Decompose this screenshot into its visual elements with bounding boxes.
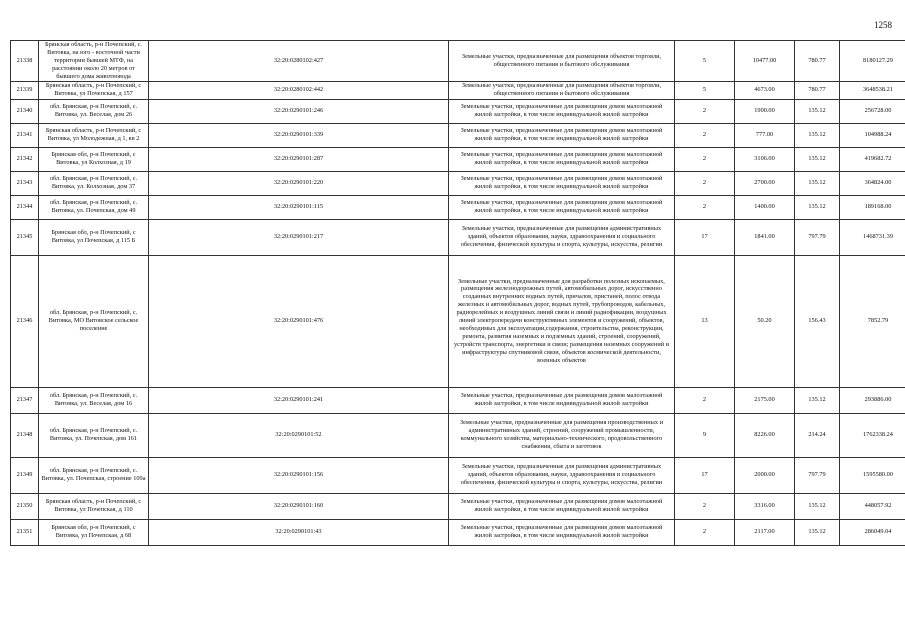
cadastral-value-cell: 7852.79: [840, 255, 905, 387]
land-use-type-cell: Земельные участки, предназначенные для размещения производственных и административных зданий, строений, сооружений промышленности, коммунального хозяйства, материально-технического, продовольственного снабжения, сбыта и заготовок: [449, 413, 675, 457]
area-cell: 50.20: [735, 255, 795, 387]
address-cell: обл. Брянская, р-н Почепский, с. Витовка, ул. Колхозная, дом 37: [39, 171, 149, 195]
address-cell: Брянская область, р-н Почепский, с Витовка, ул Почепская, д 157: [39, 81, 149, 99]
cadastral-value-cell: 364824.00: [840, 171, 905, 195]
cadastral-number-cell: 32:20:0290101:246: [149, 99, 449, 123]
area-cell: 2000.00: [735, 457, 795, 493]
cadastral-number-cell: 32:20:0290101:52: [149, 413, 449, 457]
address-cell: обл. Брянская, р-н Почепский, с. Витовка, ул. Почепская, строение 109а: [39, 457, 149, 493]
address-cell: обл. Брянская, р-н Почепский, с. Витовка, ул. Почепская, дом 161: [39, 413, 149, 457]
land-use-type-cell: Земельные участки, предназначенные для размещения домов малоэтажной жилой застройки, в том числе индивидуальной жилой застройки: [449, 519, 675, 545]
rate-cell: 797.79: [795, 219, 840, 255]
cadastral-value-cell: 448057.92: [840, 493, 905, 519]
address-cell: обл. Брянская, р-н Почепский, с. Витовка, МО Витовское сельское поселение: [39, 255, 149, 387]
table-row: [11, 81, 905, 99]
group-cell: 2: [675, 519, 735, 545]
row-number: 21347: [11, 387, 39, 413]
cadastral-value-cell: 1595580.00: [840, 457, 905, 493]
land-use-type-cell: Земельные участки, предназначенные для размещения объектов торговли, общественного питания и бытового обслуживания: [449, 81, 675, 99]
table-row: [11, 171, 905, 195]
table-row: [11, 519, 905, 545]
rate-cell: 135.12: [795, 387, 840, 413]
table-row: [11, 195, 905, 219]
area-cell: 1900.00: [735, 99, 795, 123]
rate-cell: 135.12: [795, 171, 840, 195]
area-cell: 10477.00: [735, 41, 795, 82]
row-number: 21338: [11, 41, 39, 82]
table-row: [11, 41, 905, 82]
land-use-type-cell: Земельные участки, предназначенные для разработки полезных ископаемых, размещения железнодорожных путей, автомобильных дорог, искусственно созданных внутренних водных путей, причалов, пристаней, полос отвода железных и автомобильных дорог, водных путей, трубопроводов, кабельных, радиорелейных и воздушных линий связи и линий радиофикации, воздушных линий электропередачи конструктивных элементов и сооружений, объектов, необходимых для эксплуатации,содержания, строительства, реконструкции, ремонта, развития наземных и подземных зданий, строений, сооружений, устройств транспорта, энергетики и связи; размещения наземных сооружений и инфраструктуры спутниковой связи, объектов космической деятельности, военных объектов: [449, 255, 675, 387]
rate-cell: 780.77: [795, 81, 840, 99]
area-cell: 2117.00: [735, 519, 795, 545]
table-row: [11, 147, 905, 171]
table-row: [11, 387, 905, 413]
group-cell: 17: [675, 219, 735, 255]
rate-cell: 135.12: [795, 519, 840, 545]
area-cell: 3106.00: [735, 147, 795, 171]
cadastral-value-cell: 1762338.24: [840, 413, 905, 457]
group-cell: 2: [675, 171, 735, 195]
row-number: 21345: [11, 219, 39, 255]
row-number: 21349: [11, 457, 39, 493]
cadastral-number-cell: 32:20:0280102:427: [149, 41, 449, 82]
cadastral-value-cell: 3648538.21: [840, 81, 905, 99]
row-number: 21351: [11, 519, 39, 545]
row-number: 21346: [11, 255, 39, 387]
rate-cell: 156.43: [795, 255, 840, 387]
rate-cell: 780.77: [795, 41, 840, 82]
table-row: [11, 255, 905, 387]
land-use-type-cell: Земельные участки, предназначенные для размещения домов малоэтажной жилой застройки, в том числе индивидуальной жилой застройки: [449, 99, 675, 123]
cadastral-number-cell: 32:20:0290101:43: [149, 519, 449, 545]
land-use-type-cell: Земельные участки, предназначенные для размещения домов малоэтажной жилой застройки, в том числе индивидуальной жилой застройки: [449, 123, 675, 147]
address-cell: Брянская обл, р-н Почепский, с Витовка, ул Колхозная, д 19: [39, 147, 149, 171]
land-use-type-cell: Земельные участки, предназначенные для размещения домов малоэтажной жилой застройки, в том числе индивидуальной жилой застройки: [449, 493, 675, 519]
land-use-type-cell: Земельные участки, предназначенные для размещения домов малоэтажной жилой застройки, в том числе индивидуальной жилой застройки: [449, 147, 675, 171]
cadastral-value-cell: 1468731.39: [840, 219, 905, 255]
group-cell: 2: [675, 99, 735, 123]
row-number: 21339: [11, 81, 39, 99]
row-number: 21348: [11, 413, 39, 457]
address-cell: обл. Брянская, р-н Почепский, с. Витовка, ул. Почепская, дом 49: [39, 195, 149, 219]
area-cell: 1841.00: [735, 219, 795, 255]
group-cell: 13: [675, 255, 735, 387]
page-number: 1258: [874, 20, 892, 30]
row-number: 21344: [11, 195, 39, 219]
cadastral-value-cell: 293886.00: [840, 387, 905, 413]
rate-cell: 135.12: [795, 493, 840, 519]
area-cell: 3316.00: [735, 493, 795, 519]
group-cell: 2: [675, 493, 735, 519]
table-row: [11, 457, 905, 493]
cadastral-value-cell: 189168.00: [840, 195, 905, 219]
land-use-type-cell: Земельные участки, предназначенные для размещения домов малоэтажной жилой застройки, в том числе индивидуальной жилой застройки: [449, 387, 675, 413]
rate-cell: 135.12: [795, 195, 840, 219]
rate-cell: 135.12: [795, 123, 840, 147]
area-cell: 4673.00: [735, 81, 795, 99]
group-cell: 2: [675, 195, 735, 219]
row-number: 21340: [11, 99, 39, 123]
cadastral-number-cell: 32:20:0290101:115: [149, 195, 449, 219]
rate-cell: 135.12: [795, 147, 840, 171]
group-cell: 2: [675, 387, 735, 413]
land-use-type-cell: Земельные участки, предназначенные для размещения домов малоэтажной жилой застройки, в том числе индивидуальной жилой застройки: [449, 195, 675, 219]
address-cell: Брянская область, р-н Почепский, с Витовка, ул Почепская, д 110: [39, 493, 149, 519]
land-use-type-cell: Земельные участки, предназначенные для размещения административных зданий, объектов образования, науки, здравоохранения и социального обеспечения, физической культуры и спорта, культуры, искусства, религии: [449, 219, 675, 255]
cadastral-number-cell: 32:20:0290101:241: [149, 387, 449, 413]
table-row: [11, 123, 905, 147]
table-row: [11, 493, 905, 519]
cadastral-number-cell: 32:20:0290101:476: [149, 255, 449, 387]
land-use-type-cell: Земельные участки, предназначенные для размещения домов малоэтажной жилой застройки, в том числе индивидуальной жилой застройки: [449, 171, 675, 195]
land-use-type-cell: Земельные участки, предназначенные для размещения административных зданий, объектов образования, науки, здравоохранения и социального обеспечения, физической культуры и спорта, культуры, искусства, религии: [449, 457, 675, 493]
cadastral-number-cell: 32:20:0290101:287: [149, 147, 449, 171]
row-number: 21350: [11, 493, 39, 519]
row-number: 21342: [11, 147, 39, 171]
rate-cell: 797.79: [795, 457, 840, 493]
address-cell: Брянская обл, р-н Почепский, с Витовка, ул Почепская, д 68: [39, 519, 149, 545]
row-number: 21341: [11, 123, 39, 147]
group-cell: 9: [675, 413, 735, 457]
address-cell: Брянская область, р-н Почепский, с Витовка, ул Молодежная, д 1, кв 2: [39, 123, 149, 147]
address-cell: обл. Брянская, р-н Почепский, с. Витовка, ул. Веселая, дом 26: [39, 99, 149, 123]
table-row: [11, 413, 905, 457]
group-cell: 2: [675, 123, 735, 147]
table-row: [11, 219, 905, 255]
area-cell: 777.00: [735, 123, 795, 147]
cadastral-number-cell: 32:20:0280102:442: [149, 81, 449, 99]
cadastral-number-cell: 32:20:0290101:220: [149, 171, 449, 195]
area-cell: 2700.00: [735, 171, 795, 195]
group-cell: 5: [675, 81, 735, 99]
address-cell: Брянская обл, р-н Почепский, с Витовка, ул Почепская, д 115 Б: [39, 219, 149, 255]
address-cell: обл. Брянская, р-н Почепский, с. Витовка, ул. Веселая, дом 16: [39, 387, 149, 413]
cadastral-number-cell: 32:20:0290101:160: [149, 493, 449, 519]
area-cell: 2175.00: [735, 387, 795, 413]
area-cell: 1400.00: [735, 195, 795, 219]
group-cell: 5: [675, 41, 735, 82]
cadastral-value-cell: 104988.24: [840, 123, 905, 147]
land-use-type-cell: Земельные участки, предназначенные для размещения объектов торговли, общественного питания и бытового обслуживания: [449, 41, 675, 82]
cadastral-value-cell: 256728.00: [840, 99, 905, 123]
rate-cell: 135.12: [795, 99, 840, 123]
cadastral-value-cell: 286049.04: [840, 519, 905, 545]
row-number: 21343: [11, 171, 39, 195]
area-cell: 8226.00: [735, 413, 795, 457]
group-cell: 2: [675, 147, 735, 171]
group-cell: 17: [675, 457, 735, 493]
address-cell: Брянская область, р-н Почепский, с. Витовка, на юго - восточной части территории бывшей МТФ, на расстоянии около 20 метров от бывшего дома животновода: [39, 41, 149, 82]
cadastral-number-cell: 32:20:0290101:339: [149, 123, 449, 147]
cadastral-value-cell: 419682.72: [840, 147, 905, 171]
table-row: [11, 99, 905, 123]
cadastral-number-cell: 32:20:0290101:156: [149, 457, 449, 493]
cadastral-value-cell: 8180127.29: [840, 41, 905, 82]
cadastral-number-cell: 32:20:0290101:217: [149, 219, 449, 255]
rate-cell: 214.24: [795, 413, 840, 457]
cadastral-value-table: [10, 40, 905, 546]
